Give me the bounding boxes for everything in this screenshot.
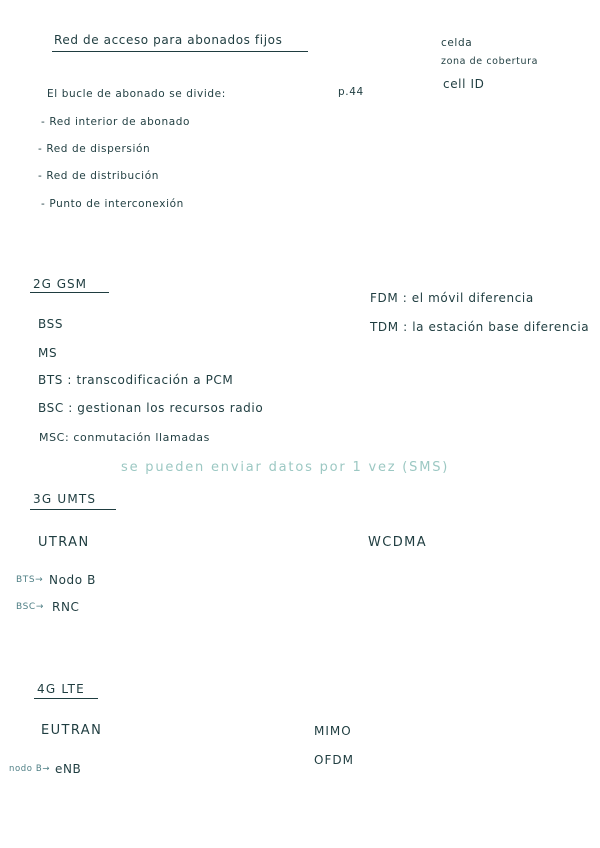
umts-row-prefix: BSC→ xyxy=(16,602,44,612)
lte-heading: 4G LTE xyxy=(37,682,85,696)
page-reference: p.44 xyxy=(338,86,364,98)
gsm-line: BSC : gestionan los recursos radio xyxy=(38,401,264,415)
lte-mimo: MIMO xyxy=(314,724,352,738)
note-cell-id: cell ID xyxy=(443,77,485,91)
gsm-line: BSS xyxy=(38,317,64,331)
gsm-line: MSC: conmutación llamadas xyxy=(39,431,210,444)
note-celda: celda xyxy=(441,37,473,49)
intro-item: - Punto de interconexión xyxy=(41,198,184,210)
intro-line: El bucle de abonado se divide: xyxy=(47,88,226,100)
lte-ofdm: OFDM xyxy=(314,753,354,767)
lte-row-prefix: nodo B→ xyxy=(9,764,51,774)
intro-item: - Red de dispersión xyxy=(38,143,151,155)
lte-heading-underline xyxy=(34,698,98,699)
page-title: Red de acceso para abonados fijos xyxy=(54,33,283,47)
gsm-highlight-note: se pueden enviar datos por 1 vez (SMS) xyxy=(121,460,450,475)
umts-utran: UTRAN xyxy=(38,535,90,550)
note-zona-cobertura: zona de cobertura xyxy=(441,56,539,67)
gsm-note-fdm: FDM : el móvil diferencia xyxy=(370,291,534,305)
umts-row-value: Nodo B xyxy=(49,573,96,587)
gsm-line: BTS : transcodificación a PCM xyxy=(38,373,234,387)
gsm-note-tdm: TDM : la estación base diferencia xyxy=(370,320,590,334)
title-underline xyxy=(52,51,308,52)
gsm-heading-underline xyxy=(30,292,109,293)
intro-item: - Red de distribución xyxy=(38,170,159,182)
lte-eutran: EUTRAN xyxy=(41,723,103,738)
umts-row-prefix: BTS→ xyxy=(16,575,44,585)
intro-item: - Red interior de abonado xyxy=(41,116,191,128)
gsm-heading: 2G GSM xyxy=(33,277,88,291)
umts-row-value: RNC xyxy=(52,600,80,614)
umts-heading-underline xyxy=(30,509,116,510)
umts-wcdma: WCDMA xyxy=(368,535,428,550)
umts-heading: 3G UMTS xyxy=(33,492,97,506)
gsm-line: MS xyxy=(38,346,58,360)
lte-row-value: eNB xyxy=(55,762,82,776)
